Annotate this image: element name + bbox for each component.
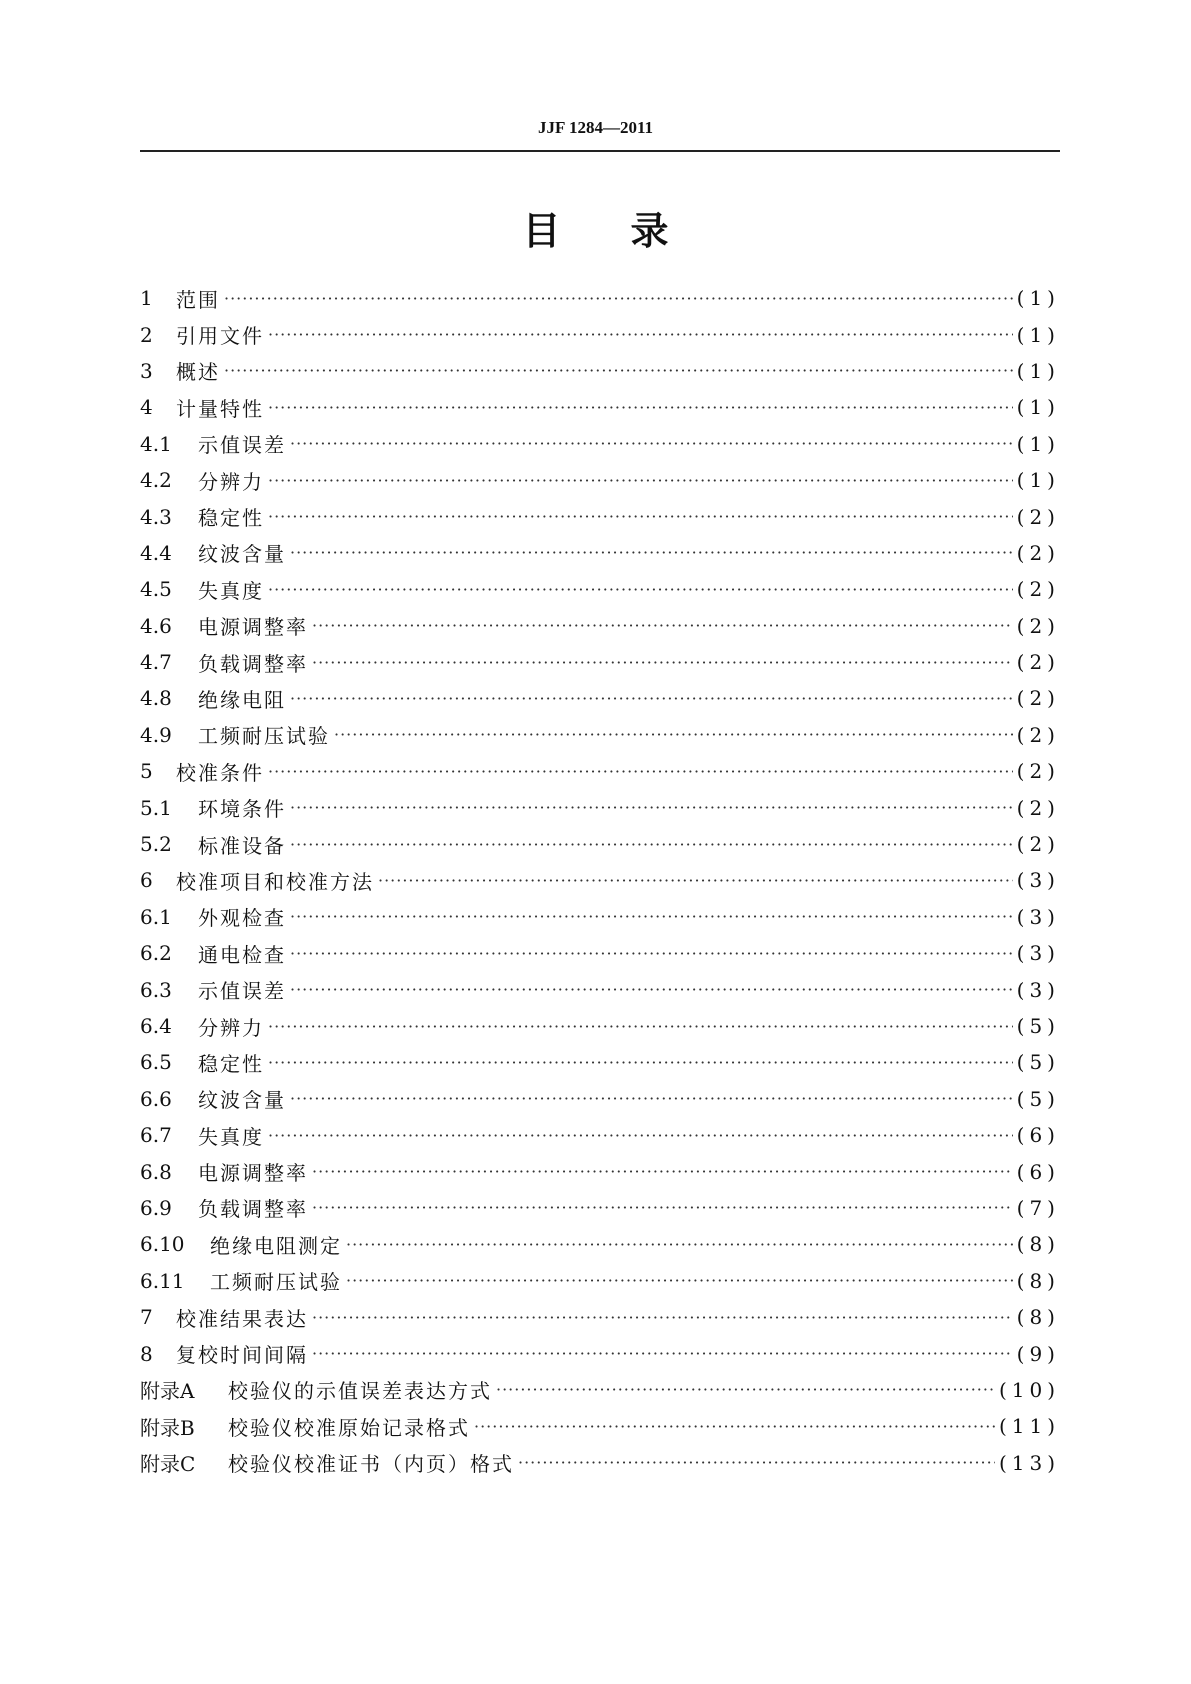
toc-entry-label: 负载调整率 xyxy=(198,651,308,676)
toc-entry-number: 6.4 xyxy=(140,1014,172,1038)
toc-entry-page: (3) xyxy=(1016,941,1060,966)
toc-entry[interactable] xyxy=(140,498,1060,534)
toc-entry-page: (1) xyxy=(1016,358,1060,383)
toc-leader-dots xyxy=(268,1053,1013,1072)
toc-entry[interactable] xyxy=(140,1372,1060,1408)
toc-entry-page: (1) xyxy=(1016,322,1060,347)
toc-entry-number: 6 xyxy=(140,868,153,893)
toc-entry-page: (1) xyxy=(1016,468,1060,493)
toc-entry-page: (2) xyxy=(1016,504,1060,529)
toc-entry[interactable] xyxy=(140,862,1060,898)
toc-entry[interactable] xyxy=(140,1335,1060,1371)
toc-entry-label: 绝缘电阻 xyxy=(198,687,286,712)
toc-entry-page: (3) xyxy=(1016,868,1060,893)
toc-entry-page: (2) xyxy=(1016,540,1060,565)
toc-entry-number: 4.3 xyxy=(140,504,172,529)
toc-leader-dots xyxy=(224,361,1013,380)
toc-entry[interactable] xyxy=(140,280,1060,316)
toc-entry-label: 分辨力 xyxy=(198,469,264,494)
toc-leader-dots xyxy=(474,1417,995,1436)
toc-entry-number: 附录C xyxy=(140,1452,196,1477)
toc-entry-number: 6.1 xyxy=(140,904,172,929)
toc-leader-dots xyxy=(290,835,1013,854)
toc-entry-label: 失真度 xyxy=(198,1124,264,1149)
toc-entry-label: 引用文件 xyxy=(176,324,264,349)
toc-entry-label: 负载调整率 xyxy=(198,1197,308,1222)
toc-entry-page: (8) xyxy=(1016,1232,1060,1257)
toc-entry-number: 3 xyxy=(140,358,153,383)
toc-entry[interactable] xyxy=(140,535,1060,571)
toc-leader-dots xyxy=(268,1126,1013,1145)
header-rule xyxy=(140,150,1060,152)
toc-entry-label: 环境条件 xyxy=(198,797,286,822)
toc-leader-dots xyxy=(290,1089,1013,1108)
toc-entry-page: (11) xyxy=(998,1414,1060,1439)
toc-entry-number: 6.10 xyxy=(140,1232,185,1257)
toc-leader-dots xyxy=(268,1017,1013,1036)
toc-entry[interactable] xyxy=(140,1408,1060,1444)
toc-leader-dots xyxy=(346,1271,1013,1290)
toc-leader-dots xyxy=(290,543,1013,562)
toc-entry-number: 4.6 xyxy=(140,613,172,638)
toc-entry[interactable] xyxy=(140,1044,1060,1080)
toc-entry-number: 6.7 xyxy=(140,1123,172,1148)
toc-entry-number: 6.11 xyxy=(140,1268,185,1293)
toc-entry-number: 5.1 xyxy=(140,795,172,820)
toc-leader-dots xyxy=(312,1162,1013,1181)
toc-entry-label: 范围 xyxy=(176,287,220,312)
toc-entry[interactable] xyxy=(140,1445,1060,1481)
toc-entry-page: (2) xyxy=(1016,577,1060,602)
toc-entry[interactable] xyxy=(140,462,1060,498)
toc-entry-label: 稳定性 xyxy=(198,1051,264,1076)
toc-entry[interactable] xyxy=(140,826,1060,862)
toc-entry-number: 4.2 xyxy=(140,468,172,493)
toc-entry-number: 4.5 xyxy=(140,577,172,602)
toc-entry-number: 6.5 xyxy=(140,1050,172,1075)
toc-leader-dots xyxy=(290,944,1013,963)
document-code-header: JJF 1284—2011 xyxy=(537,118,654,137)
toc-entry-number: 5.2 xyxy=(140,832,172,857)
toc-leader-dots xyxy=(268,580,1013,599)
toc-entry-page: (6) xyxy=(1016,1159,1060,1184)
toc-entry-page: (1) xyxy=(1016,286,1060,311)
toc-entry-number: 4.7 xyxy=(140,650,172,675)
toc-entry[interactable] xyxy=(140,753,1060,789)
toc-entry-number: 1 xyxy=(140,286,153,311)
toc-entry-page: (3) xyxy=(1016,904,1060,929)
toc-entry-number: 4 xyxy=(140,395,153,420)
toc-leader-dots xyxy=(334,725,1013,744)
toc-leader-dots xyxy=(312,1198,1013,1217)
toc-entry[interactable] xyxy=(140,644,1060,680)
toc-entry-label: 绝缘电阻测定 xyxy=(210,1233,342,1258)
toc-entry-label: 校准条件 xyxy=(176,760,264,785)
toc-entry-label: 示值误差 xyxy=(198,433,286,458)
toc-leader-dots xyxy=(290,980,1013,999)
toc-leader-dots xyxy=(312,616,1013,635)
toc-leader-dots xyxy=(496,1380,995,1399)
toc-entry-label: 示值误差 xyxy=(198,979,286,1004)
toc-entry-label: 工频耐压试验 xyxy=(198,724,330,749)
toc-entry-label: 校准结果表达 xyxy=(176,1306,308,1331)
toc-entry-page: (2) xyxy=(1016,650,1060,675)
toc-leader-dots xyxy=(268,325,1013,344)
toc-entry-label: 电源调整率 xyxy=(198,615,308,640)
toc-entry-page: (2) xyxy=(1016,759,1060,784)
toc-entry-label: 复校时间间隔 xyxy=(176,1343,308,1368)
toc-entry-page: (8) xyxy=(1016,1305,1060,1330)
toc-entry[interactable] xyxy=(140,1117,1060,1153)
toc-entry[interactable] xyxy=(140,1008,1060,1044)
toc-entry-number: 6.8 xyxy=(140,1159,172,1184)
toc-entry-number: 4.1 xyxy=(140,431,172,456)
toc-leader-dots xyxy=(268,507,1013,526)
toc-leader-dots xyxy=(312,653,1013,672)
toc-entry-label: 标准设备 xyxy=(198,833,286,858)
toc-entry[interactable] xyxy=(140,971,1060,1007)
toc-entry-label: 工频耐压试验 xyxy=(210,1270,342,1295)
toc-entry-number: 6.3 xyxy=(140,977,172,1002)
toc-entry[interactable] xyxy=(140,608,1060,644)
toc-entry-number: 8 xyxy=(140,1341,153,1366)
toc-entry[interactable] xyxy=(140,1226,1060,1262)
toc-entry-label: 校验仪校准证书（内页）格式 xyxy=(228,1452,514,1477)
toc-entry[interactable] xyxy=(140,1263,1060,1299)
toc-entry-page: (1) xyxy=(1016,395,1060,420)
toc-leader-dots xyxy=(290,434,1013,453)
toc-entry[interactable] xyxy=(140,316,1060,352)
toc-entry-page: (9) xyxy=(1016,1341,1060,1366)
toc-entry-number: 附录B xyxy=(140,1415,195,1440)
toc-entry-page: (2) xyxy=(1016,613,1060,638)
toc-entry-page: (1) xyxy=(1016,431,1060,456)
toc-entry-label: 纹波含量 xyxy=(198,542,286,567)
toc-entry-page: (2) xyxy=(1016,722,1060,747)
toc-entry-label: 校验仪校准原始记录格式 xyxy=(228,1415,470,1440)
toc-entry-label: 纹波含量 xyxy=(198,1088,286,1113)
toc-entry-number: 6.9 xyxy=(140,1195,172,1220)
toc-entry-page: (7) xyxy=(1016,1195,1060,1220)
toc-entry-number: 4.8 xyxy=(140,686,172,711)
toc-entry-page: (3) xyxy=(1016,977,1060,1002)
toc-entry-label: 计量特性 xyxy=(176,396,264,421)
toc-entry-page: (5) xyxy=(1016,1014,1060,1038)
toc-entry-number: 4.9 xyxy=(140,722,172,747)
toc-leader-dots xyxy=(312,1344,1013,1363)
page-title: 目录 xyxy=(522,209,739,253)
toc-entry[interactable] xyxy=(140,389,1060,425)
toc-entry-page: (5) xyxy=(1016,1050,1060,1075)
toc-entry-page: (2) xyxy=(1016,832,1060,857)
toc-entry[interactable] xyxy=(140,1081,1060,1117)
toc-entry-label: 失真度 xyxy=(198,578,264,603)
toc-entry-page: (13) xyxy=(998,1450,1060,1475)
toc-leader-dots xyxy=(268,398,1013,417)
toc-entry-page: (6) xyxy=(1016,1123,1060,1148)
toc-entry[interactable] xyxy=(140,680,1060,716)
toc-entry-label: 概述 xyxy=(176,360,220,385)
toc-entry-number: 6.2 xyxy=(140,941,172,966)
toc-entry-page: (10) xyxy=(998,1377,1060,1402)
toc-entry-label: 通电检查 xyxy=(198,942,286,967)
toc-leader-dots xyxy=(290,798,1013,817)
toc-entry-number: 附录A xyxy=(140,1379,195,1404)
toc-leader-dots xyxy=(378,871,1013,890)
toc-entry[interactable] xyxy=(140,426,1060,462)
toc-entry[interactable] xyxy=(140,1299,1060,1335)
toc-entry-page: (5) xyxy=(1016,1086,1060,1111)
toc-leader-dots xyxy=(312,1308,1013,1327)
toc-entry-label: 外观检查 xyxy=(198,906,286,931)
toc-leader-dots xyxy=(518,1453,995,1472)
toc-entry-page: (8) xyxy=(1016,1268,1060,1293)
toc-entry-number: 5 xyxy=(140,759,153,784)
toc-entry[interactable] xyxy=(140,1190,1060,1226)
table-of-contents xyxy=(140,280,1060,1481)
toc-entry-page: (2) xyxy=(1016,686,1060,711)
toc-entry-number: 2 xyxy=(140,322,153,347)
toc-entry[interactable] xyxy=(140,353,1060,389)
toc-leader-dots xyxy=(290,689,1013,708)
toc-entry-number: 4.4 xyxy=(140,540,172,565)
toc-entry[interactable] xyxy=(140,1153,1060,1189)
toc-leader-dots xyxy=(268,471,1013,490)
toc-entry-number: 6.6 xyxy=(140,1086,172,1111)
toc-entry[interactable] xyxy=(140,935,1060,971)
toc-entry-label: 稳定性 xyxy=(198,506,264,531)
toc-entry[interactable] xyxy=(140,899,1060,935)
toc-entry-number: 7 xyxy=(140,1305,153,1330)
toc-leader-dots xyxy=(268,762,1013,781)
toc-entry-label: 校验仪的示值误差表达方式 xyxy=(228,1379,492,1404)
toc-entry-label: 校准项目和校准方法 xyxy=(176,869,374,894)
toc-entry[interactable] xyxy=(140,717,1060,753)
toc-leader-dots xyxy=(346,1235,1013,1254)
toc-leader-dots xyxy=(290,907,1013,926)
toc-leader-dots xyxy=(224,289,1013,308)
toc-entry-page: (2) xyxy=(1016,795,1060,820)
toc-entry-label: 电源调整率 xyxy=(198,1161,308,1186)
toc-entry[interactable] xyxy=(140,571,1060,607)
toc-entry[interactable] xyxy=(140,789,1060,825)
toc-entry-label: 分辨力 xyxy=(198,1015,264,1040)
